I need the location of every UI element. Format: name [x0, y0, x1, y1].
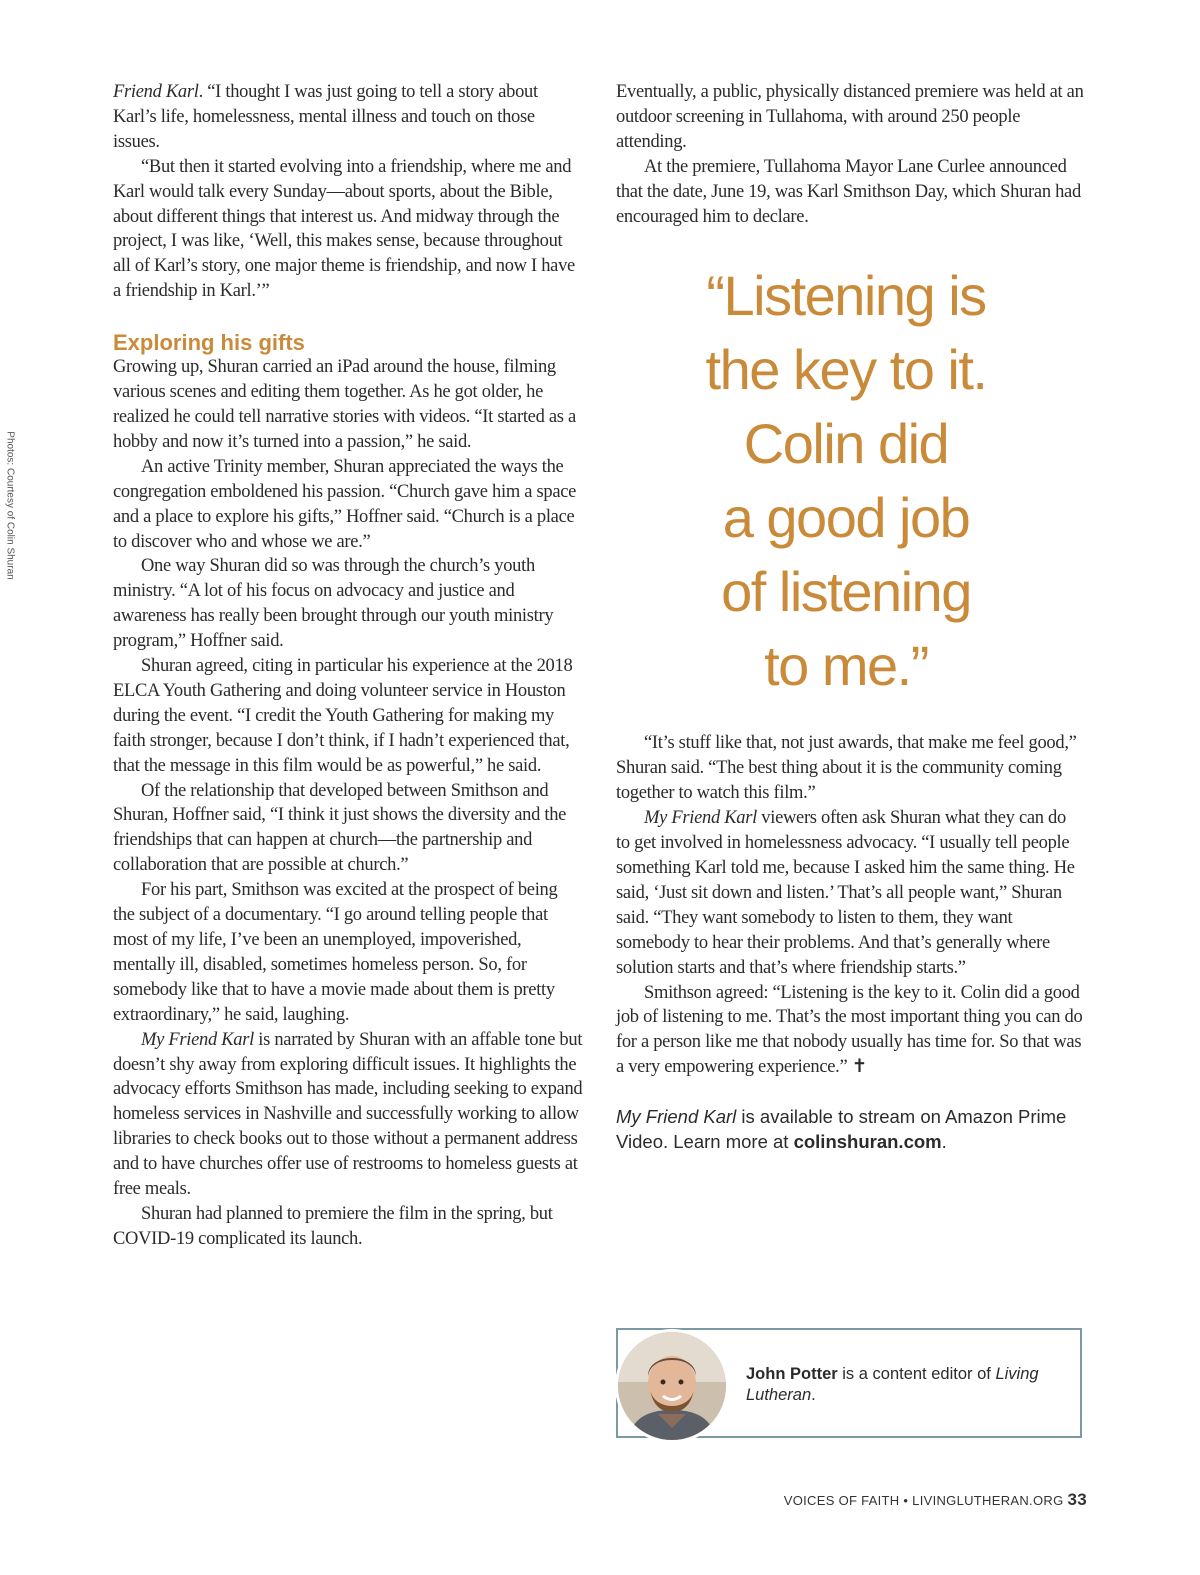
subheading: Exploring his gifts	[113, 330, 305, 356]
pull-quote-line: to me.”	[764, 634, 928, 698]
paragraph	[113, 80, 583, 155]
film-title: My Friend Karl	[141, 1029, 254, 1050]
pull-quote-line: “Listening is	[706, 264, 986, 328]
paragraph: “But then it started evolving into a friendship, where me and Karl would talk every Sunday—about sports, about the Bible, about different things that interest us. And midway through the project, I was like, ‘Well, this makes sense, because throughout all of Karl’s story, one major theme is friendship, and now I have a friendship in Karl.’”	[113, 156, 575, 302]
page-footer	[784, 1490, 1087, 1510]
paragraph: Growing up, Shuran carried an iPad around the house, filming various scenes and editing them together. As he got older, he realized he could tell narrative stories with videos. “It started as a hobby and now it’s turned into a passion,” he said.	[113, 357, 576, 452]
bio-text: is a content editor of	[837, 1365, 996, 1383]
bio-end: .	[811, 1386, 816, 1404]
note-text: is available to stream on Amazon Prime Video. Learn more at	[616, 1106, 1067, 1153]
streaming-note	[616, 1104, 1084, 1154]
author-portrait-icon	[618, 1332, 726, 1440]
paragraph-text: viewers often ask Shuran what they can do to get involved in homelessness advocacy. “I usually tell people something Karl told me, because I asked him the same thing. He said, ‘Just sit down and listen.’ That’s all people want,” Shuran said. “They want somebody to listen to them, they want somebody to hear their problems. And that’s generally where solution starts and that’s where friendship starts.”	[616, 808, 1075, 978]
right-column	[616, 80, 1084, 1154]
paragraph: “It’s stuff like that, not just awards, that make me feel good,” Shuran said. “The best thing about it is the community coming together to watch this film.”	[616, 733, 1077, 804]
author-bio-text	[746, 1364, 1066, 1406]
left-column	[113, 80, 583, 1252]
film-title: My Friend Karl	[616, 1106, 737, 1128]
author-bio-box	[616, 1328, 1082, 1438]
pull-quote-line: of listening	[721, 560, 971, 624]
note-end: .	[941, 1131, 947, 1153]
paragraph: Shuran had planned to premiere the film in the spring, but COVID-19 complicated its launch.	[113, 1203, 553, 1249]
page-number: 33	[1067, 1490, 1087, 1509]
author-name: John Potter	[746, 1365, 838, 1383]
pull-quote-line: Colin did	[743, 412, 949, 476]
paragraph: Smithson agreed: “Listening is the key to it. Colin did a good job of listening to me. That’s the most important thing you can do for a person like me that nobody usually has time for. So that was a very empowering experience.” ✝	[616, 982, 1083, 1078]
paragraph-text: . “I thought I was just going to tell a story about Karl’s life, homelessness, mental illness and touch on those issues.	[113, 82, 538, 152]
photo-credit: Photos: Courtesy of Colin Shuran	[4, 431, 16, 580]
footer-section: VOICES OF FAITH • LIVINGLUTHERAN.ORG	[783, 1493, 1064, 1508]
film-title: Friend Karl	[113, 82, 199, 102]
paragraph: For his part, Smithson was excited at the prospect of being the subject of a documentary. “I go around telling people that most of my life, I’ve been an unemployed, impoverished, mentally ill, disabled, sometimes homeless person. So, for somebody like that to have a movie made about them is pretty extraordinary,” he said, laughing.	[113, 880, 558, 1025]
paragraph: An active Trinity member, Shuran appreciated the ways the congregation emboldened his passion. “Church gave him a space and a place to explore his gifts,” Hoffner said. “Church is a place to discover who and whose we are.”	[113, 456, 577, 552]
website-link[interactable]: colinshuran.com	[793, 1131, 942, 1153]
pull-quote-line: the key to it.	[705, 338, 987, 402]
pull-quote-line: a good job	[722, 486, 970, 550]
paragraph: Of the relationship that developed between Smithson and Shuran, Hoffner said, “I think it just shows the diversity and the friendships that can happen at church—the partnership and collaboration that are possible at church.”	[113, 780, 567, 876]
paragraph: Eventually, a public, physically distanced premiere was held at an outdoor screening in Tullahoma, with around 250 people attending.	[616, 82, 1084, 152]
author-photo	[618, 1332, 726, 1440]
paragraph: Shuran agreed, citing in particular his experience at the 2018 ELCA Youth Gathering and doing volunteer service in Houston during the event. “I credit the Youth Gathering for making my faith stronger, because I don’t think, if I hadn’t experienced that, that the message in this film would be as powerful,” he said.	[113, 656, 573, 776]
paragraph	[616, 806, 1084, 980]
film-title: My Friend Karl	[644, 808, 757, 829]
publication-name: Living Lutheran	[746, 1365, 1039, 1404]
pull-quote	[612, 259, 1080, 703]
paragraph: One way Shuran did so was through the church’s youth ministry. “A lot of his focus on advocacy and justice and awareness has really been brought through our youth ministry program,” Hoffner said.	[113, 556, 554, 652]
paragraph: At the premiere, Tullahoma Mayor Lane Curlee announced that the date, June 19, was Karl Smithson Day, which Shuran had encouraged him to declare.	[616, 156, 1081, 227]
paragraph-text: is narrated by Shuran with an affable tone but doesn’t shy away from exploring difficult issues. It highlights the advocacy efforts Smithson has made, including seeking to expand homeless services in Nashville and successfully working to allow libraries to check books out to those without a permanent address and to have churches offer use of restrooms to homeless guests at free meals.	[113, 1029, 583, 1200]
paragraph	[113, 1028, 583, 1202]
